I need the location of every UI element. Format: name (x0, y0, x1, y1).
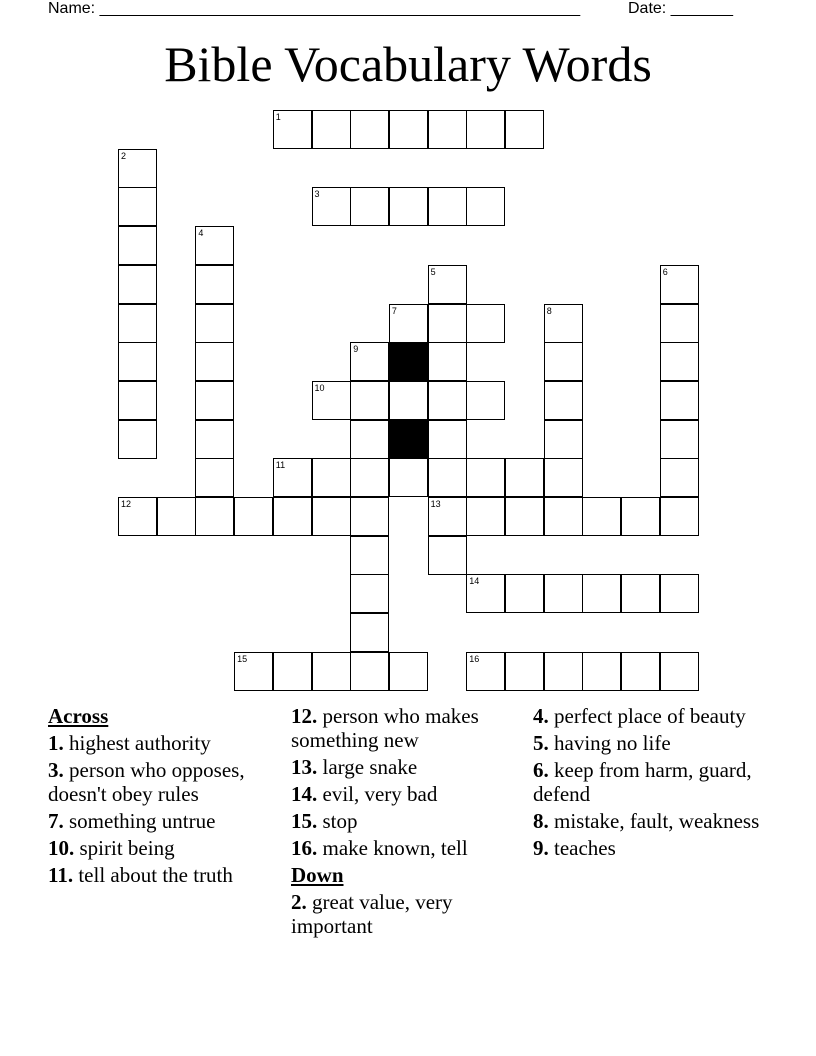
grid-cell[interactable] (312, 458, 351, 497)
down-heading: Down (291, 863, 344, 887)
grid-cell[interactable] (195, 381, 234, 420)
black-cell (389, 420, 428, 459)
grid-cell[interactable] (660, 458, 699, 497)
clue-across-11: 11. tell about the truth (48, 863, 233, 887)
cell-number: 4 (198, 228, 204, 239)
grid-cell[interactable] (195, 497, 234, 536)
grid-cell[interactable] (273, 497, 312, 536)
grid-cell[interactable] (350, 536, 389, 575)
grid-cell[interactable] (621, 497, 660, 536)
grid-cell[interactable] (660, 304, 699, 343)
grid-cell[interactable] (350, 110, 389, 149)
grid-cell[interactable] (582, 574, 621, 613)
clue-across-7: 7. something untrue (48, 809, 216, 833)
grid-cell[interactable] (195, 420, 234, 459)
grid-cell[interactable] (350, 652, 389, 691)
grid-cell[interactable] (350, 342, 389, 381)
grid-cell[interactable] (118, 304, 157, 343)
grid-cell[interactable] (118, 420, 157, 459)
cell-number: 2 (121, 150, 127, 161)
grid-cell[interactable] (466, 497, 505, 536)
clue-down-4: 4. perfect place of beauty (533, 704, 746, 728)
cell-number: 15 (237, 653, 248, 664)
grid-cell[interactable] (118, 265, 157, 304)
grid-cell[interactable] (118, 226, 157, 265)
grid-cell[interactable] (312, 381, 351, 420)
grid-cell[interactable] (660, 342, 699, 381)
cell-number: 13 (430, 499, 441, 509)
grid-cell[interactable] (505, 110, 544, 149)
grid-cell[interactable] (350, 187, 389, 226)
cell-number: 16 (469, 653, 480, 664)
clue-down-2: 2. great value, very important (291, 890, 453, 938)
grid-cell[interactable] (660, 497, 699, 536)
grid-cell[interactable] (195, 458, 234, 497)
grid-cell[interactable] (428, 458, 467, 497)
grid-cell[interactable] (466, 652, 505, 691)
grid-cell[interactable] (118, 381, 157, 420)
grid-cell[interactable] (428, 497, 467, 536)
grid-cell[interactable] (544, 458, 583, 497)
grid-cell[interactable] (505, 458, 544, 497)
grid-cell[interactable] (273, 458, 312, 497)
grid-cell[interactable] (428, 110, 467, 149)
grid-cell[interactable] (195, 226, 234, 265)
grid-cell[interactable] (466, 304, 505, 343)
grid-cell[interactable] (660, 420, 699, 459)
clue-across-1: 1. highest authority (48, 731, 211, 755)
grid-cell[interactable] (389, 458, 428, 497)
grid-cell[interactable] (544, 304, 583, 343)
grid-cell[interactable] (157, 497, 196, 536)
grid-cell[interactable] (621, 574, 660, 613)
grid-cell[interactable] (350, 420, 389, 459)
grid-cell[interactable] (195, 342, 234, 381)
grid-cell[interactable] (118, 187, 157, 226)
grid-cell[interactable] (118, 342, 157, 381)
grid-cell[interactable] (389, 381, 428, 420)
grid-cell[interactable] (428, 304, 467, 343)
grid-cell[interactable] (389, 652, 428, 691)
grid-cell[interactable] (544, 342, 583, 381)
grid-cell[interactable] (544, 497, 583, 536)
grid-cell[interactable] (350, 458, 389, 497)
clue-across-14: 14. evil, very bad (291, 782, 438, 806)
cell-number: 3 (314, 189, 320, 200)
grid-cell[interactable] (544, 574, 583, 613)
grid-cell[interactable] (350, 381, 389, 420)
grid-cell[interactable] (660, 381, 699, 420)
grid-cell[interactable] (660, 574, 699, 613)
clue-down-9: 9. teaches (533, 836, 616, 860)
grid-cell[interactable] (428, 265, 467, 304)
grid-cell[interactable] (466, 458, 505, 497)
grid-cell[interactable] (389, 304, 428, 343)
grid-cell[interactable] (428, 420, 467, 459)
grid-cell[interactable] (505, 574, 544, 613)
cell-number: 14 (469, 576, 480, 587)
grid-cell[interactable] (544, 652, 583, 691)
date-field-label: Date: _______ (628, 0, 733, 17)
name-field-label: Name: ______________________________________________________ (48, 0, 581, 17)
clue-across-13: 13. large snake (291, 755, 418, 779)
grid-cell[interactable] (312, 187, 351, 226)
grid-cell[interactable] (544, 381, 583, 420)
grid-cell[interactable] (312, 652, 351, 691)
across-heading: Across (48, 704, 109, 728)
grid-cell[interactable] (389, 110, 428, 149)
clue-down-6: 6. keep from harm, guard, defend (533, 758, 752, 806)
clue-down-8: 8. mistake, fault, weakness (533, 809, 760, 833)
grid-cell[interactable] (582, 497, 621, 536)
grid-cell[interactable] (273, 652, 312, 691)
grid-cell[interactable] (505, 652, 544, 691)
cell-number: 6 (662, 266, 668, 277)
cell-number: 7 (391, 305, 397, 316)
grid-cell[interactable] (350, 613, 389, 652)
grid-cell[interactable] (466, 381, 505, 420)
grid-cell[interactable] (544, 420, 583, 459)
grid-cell[interactable] (312, 110, 351, 149)
black-cell (389, 342, 428, 381)
grid-cell[interactable] (389, 187, 428, 226)
grid-cell[interactable] (234, 497, 273, 536)
grid-cell[interactable] (350, 574, 389, 613)
cell-number: 5 (430, 266, 436, 277)
grid-cell[interactable] (234, 652, 273, 691)
cell-number: 10 (314, 382, 325, 393)
cell-number: 12 (121, 499, 132, 509)
clue-across-3: 3. person who opposes, doesn't obey rules (48, 758, 245, 806)
grid-cell[interactable] (428, 536, 467, 575)
grid-cell[interactable] (195, 265, 234, 304)
grid-cell[interactable] (312, 497, 351, 536)
clue-down-5: 5. having no life (533, 731, 671, 755)
grid-cell[interactable] (350, 497, 389, 536)
clue-across-12: 12. person who makes something new (291, 704, 479, 752)
grid-cell[interactable] (505, 497, 544, 536)
clue-across-16: 16. make known, tell (291, 836, 468, 860)
grid-cell[interactable] (466, 110, 505, 149)
grid-cell[interactable] (466, 574, 505, 613)
page-title: Bible Vocabulary Words (164, 36, 652, 92)
clues-column-3 (533, 704, 763, 863)
cell-number: 8 (546, 305, 552, 316)
clues-column-2 (291, 704, 521, 941)
cell-number: 11 (275, 460, 286, 471)
grid-cell[interactable] (118, 497, 157, 536)
grid-cell[interactable] (660, 652, 699, 691)
grid-cell[interactable] (118, 149, 157, 188)
clues-column-1 (48, 704, 278, 890)
grid-cell[interactable] (428, 187, 467, 226)
grid-cell[interactable] (582, 652, 621, 691)
grid-cell[interactable] (428, 342, 467, 381)
grid-cell[interactable] (660, 265, 699, 304)
grid-cell[interactable] (273, 110, 312, 149)
grid-cell[interactable] (466, 187, 505, 226)
grid-cell[interactable] (428, 381, 467, 420)
grid-cell[interactable] (195, 304, 234, 343)
cell-number: 9 (353, 344, 359, 355)
cell-number: 1 (275, 112, 281, 122)
grid-cell[interactable] (621, 652, 660, 691)
clue-across-15: 15. stop (291, 809, 358, 833)
clue-across-10: 10. spirit being (48, 836, 175, 860)
